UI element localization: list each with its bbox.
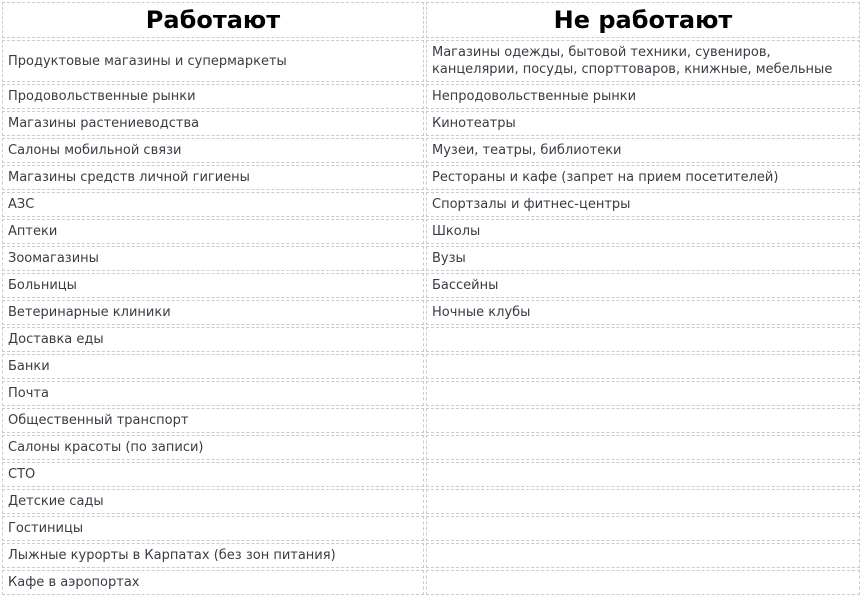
cell-not-working (426, 381, 860, 406)
cell-working: Лыжные курорты в Карпатах (без зон питания) (2, 543, 424, 568)
cell-working: Гостиницы (2, 516, 424, 541)
table-row (2, 516, 860, 541)
cell-not-working (426, 408, 860, 433)
table-row (2, 327, 860, 352)
cell-not-working: Вузы (426, 246, 860, 271)
cell-not-working: Кинотеатры (426, 111, 860, 136)
cell-working: Магазины средств личной гигиены (2, 165, 424, 190)
table-row (2, 165, 860, 190)
table-row (2, 570, 860, 595)
table-row (2, 219, 860, 244)
table-row (2, 138, 860, 163)
cell-not-working (426, 516, 860, 541)
cell-not-working (426, 462, 860, 487)
table-row (2, 354, 860, 379)
cell-not-working: Ночные клубы (426, 300, 860, 325)
table-row (2, 543, 860, 568)
cell-working: СТО (2, 462, 424, 487)
cell-working: Детские сады (2, 489, 424, 514)
table-row (2, 84, 860, 109)
cell-not-working (426, 543, 860, 568)
cell-working: Магазины растениеводства (2, 111, 424, 136)
cell-not-working: Школы (426, 219, 860, 244)
cell-working: Больницы (2, 273, 424, 298)
table-row (2, 435, 860, 460)
table-row (2, 489, 860, 514)
header-row (2, 2, 860, 38)
cell-not-working: Магазины одежды, бытовой техники, сувениров, канцелярии, посуды, спорттоваров, книжные, мебельные (426, 40, 860, 82)
table-row (2, 381, 860, 406)
table-row (2, 408, 860, 433)
cell-working: Ветеринарные клиники (2, 300, 424, 325)
cell-working: Продуктовые магазины и супермаркеты (2, 40, 424, 82)
cell-working: АЗС (2, 192, 424, 217)
cell-not-working: Рестораны и кафе (запрет на прием посетителей) (426, 165, 860, 190)
cell-not-working: Бассейны (426, 273, 860, 298)
column-header-not-working: Не работают (426, 2, 860, 38)
cell-not-working (426, 570, 860, 595)
cell-working: Общественный транспорт (2, 408, 424, 433)
cell-working: Доставка еды (2, 327, 424, 352)
cell-not-working: Спортзалы и фитнес-центры (426, 192, 860, 217)
cell-working: Продовольственные рынки (2, 84, 424, 109)
table-row (2, 111, 860, 136)
cell-working: Банки (2, 354, 424, 379)
cell-working: Почта (2, 381, 424, 406)
cell-not-working: Непродовольственные рынки (426, 84, 860, 109)
table-body (2, 40, 860, 595)
cell-working: Зоомагазины (2, 246, 424, 271)
column-header-working: Работают (2, 2, 424, 38)
table-row (2, 192, 860, 217)
table-row (2, 40, 860, 82)
cell-not-working (426, 435, 860, 460)
cell-working: Салоны красоты (по записи) (2, 435, 424, 460)
table-row (2, 273, 860, 298)
cell-not-working (426, 327, 860, 352)
table-row (2, 246, 860, 271)
table-row (2, 462, 860, 487)
cell-working: Салоны мобильной связи (2, 138, 424, 163)
cell-working: Аптеки (2, 219, 424, 244)
cell-not-working: Музеи, театры, библиотеки (426, 138, 860, 163)
cell-not-working (426, 489, 860, 514)
table-row (2, 300, 860, 325)
cell-not-working (426, 354, 860, 379)
cell-working: Кафе в аэропортах (2, 570, 424, 595)
